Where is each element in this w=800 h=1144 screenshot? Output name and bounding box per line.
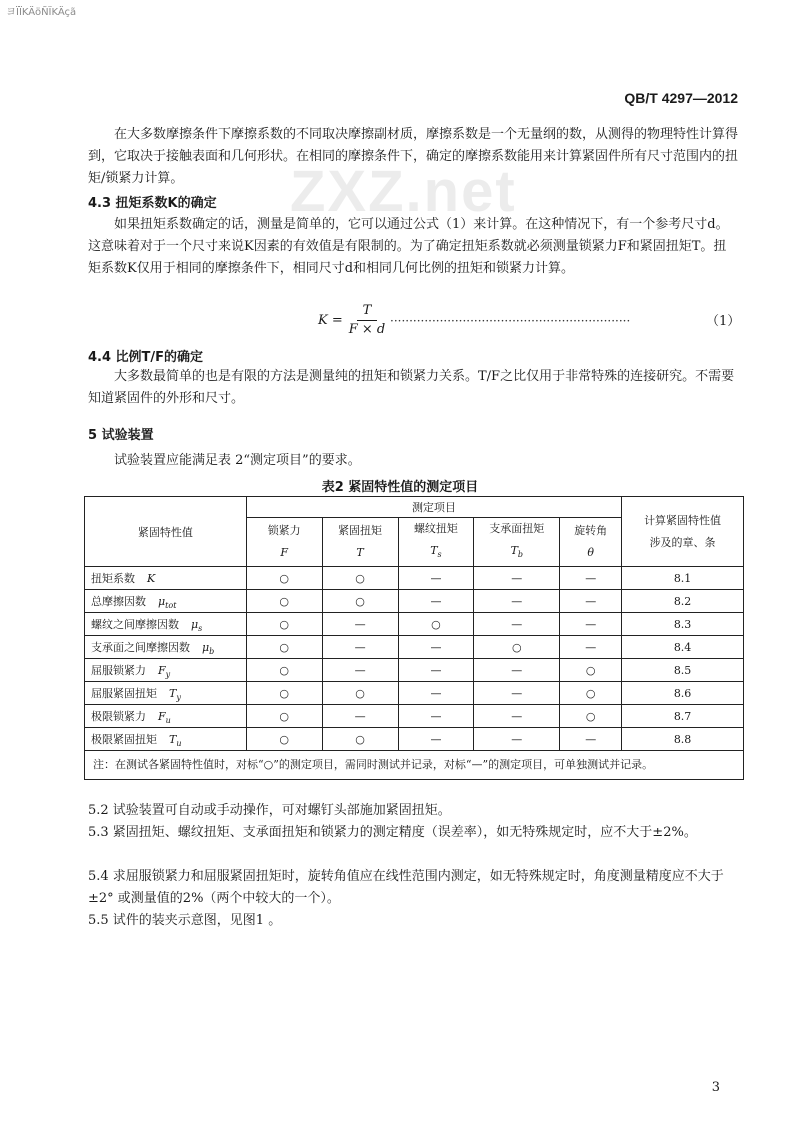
- measurement-mark: —: [398, 636, 474, 659]
- row-characteristic-symbol: $F_u$: [158, 709, 171, 725]
- column-header-label: 支承面扭矩: [489, 522, 545, 535]
- clause-reference: 8.4: [622, 636, 744, 659]
- column-header-symbol: θ: [587, 546, 594, 560]
- clause-reference: 8.7: [622, 705, 744, 728]
- row-characteristic-symbol: $T_u$: [169, 732, 182, 748]
- measurement-mark: ○: [322, 590, 398, 613]
- heading-5: 5 试验装置: [88, 428, 154, 443]
- table-row: [85, 567, 744, 590]
- measurement-mark: —: [474, 682, 560, 705]
- measurement-mark: —: [560, 613, 622, 636]
- column-header-2: [398, 518, 474, 567]
- measurement-mark: —: [322, 613, 398, 636]
- row-characteristic: [85, 659, 247, 682]
- header-reference-line-2: 涉及的章、条: [649, 535, 716, 549]
- measurement-mark: ○: [560, 659, 622, 682]
- page-number: 3: [711, 1080, 720, 1095]
- row-characteristic-label: 屈服锁紧力: [91, 663, 146, 677]
- column-header-label: 旋转角: [574, 524, 608, 538]
- row-characteristic-label: 支承面之间摩擦因数: [91, 640, 190, 654]
- paragraph-4-4: 大多数最简单的也是有限的方法是测量纯的扭矩和锁紧力关系。T/F之比仅用于非常特殊的连接研究。不需要知道紧固件的外形和尺寸。: [88, 369, 735, 406]
- measurement-mark: —: [474, 659, 560, 682]
- measurement-mark: ○: [398, 613, 474, 636]
- clause-5-4: 5.4 求屈服锁紧力和屈服紧固扭矩时，旋转角值应在线性范围内测定，如无特殊规定时，角度测量精度应不大于±2° 或测量值的2%（两个中较大的一个）。: [88, 869, 724, 906]
- header-fastening-characteristic: 紧固特性值: [85, 497, 247, 567]
- table-row: [85, 636, 744, 659]
- header-reference-line-1: 计算紧固特性值: [644, 513, 722, 527]
- measurement-mark: ○: [246, 567, 322, 590]
- formula-numerator: T: [357, 302, 378, 321]
- row-characteristic: [85, 705, 247, 728]
- clause-reference: 8.2: [622, 590, 744, 613]
- row-characteristic-symbol: K: [147, 572, 156, 586]
- measurement-mark: —: [474, 613, 560, 636]
- measurement-mark: ○: [246, 613, 322, 636]
- formula-denominator: F × d: [348, 322, 386, 337]
- paragraph-4-3: 如果扭矩系数确定的话，测量是简单的，它可以通过公式（1）来计算。在这种情况下，有一个参考尺寸d。这意味着对于一个尺寸来说K因素的有效值是有限制的。为了确定扭矩系数就必须测量锁紧力F和紧固扭矩T。扭矩系数K仅用于相同的摩擦条件下，相同尺寸d和相同几何比例的扭矩和锁紧力计算。: [88, 217, 729, 276]
- formula-fraction: [349, 302, 386, 339]
- measurement-mark: ○: [246, 659, 322, 682]
- clause-5-3: 5.3 紧固扭矩、螺纹扭矩、支承面扭矩和锁紧力的测定精度（误差率），如无特殊规定时，应不大于±2%。: [88, 825, 697, 840]
- document-number: QB/T 4297—2012: [624, 90, 738, 106]
- column-header-4: [560, 518, 622, 567]
- header-measurement-items: 测定项目: [246, 497, 621, 518]
- row-characteristic-symbol: $\mu_{tot}$: [158, 594, 177, 610]
- measurement-mark: —: [398, 728, 474, 751]
- heading-4-3: 4.3 扭矩系数K的确定: [88, 196, 217, 211]
- row-characteristic: [85, 613, 247, 636]
- column-header-3: [474, 518, 560, 567]
- measurement-mark: ○: [474, 636, 560, 659]
- measurement-mark: ○: [560, 682, 622, 705]
- row-characteristic-symbol: $F_y$: [158, 663, 171, 679]
- measurement-items-table: [84, 496, 744, 780]
- measurement-mark: ○: [322, 567, 398, 590]
- row-characteristic-label: 扭矩系数: [91, 572, 135, 586]
- row-characteristic-symbol: $\mu_s$: [191, 617, 203, 633]
- column-header-symbol: F: [280, 546, 288, 560]
- measurement-mark: —: [398, 705, 474, 728]
- measurement-mark: —: [560, 728, 622, 751]
- column-header-symbol: $T_s$: [430, 544, 442, 560]
- measurement-mark: ○: [246, 682, 322, 705]
- measurement-mark: —: [474, 705, 560, 728]
- measurement-mark: —: [322, 636, 398, 659]
- row-characteristic: [85, 636, 247, 659]
- measurement-mark: —: [474, 728, 560, 751]
- column-header-symbol: $T_b$: [510, 544, 524, 560]
- table-body: [85, 567, 744, 751]
- measurement-mark: ○: [246, 636, 322, 659]
- table-row: [85, 590, 744, 613]
- column-header-label: 螺纹扭矩: [413, 522, 458, 535]
- column-header-label: 锁紧力: [267, 524, 301, 538]
- measurement-mark: ○: [246, 705, 322, 728]
- measurement-mark: —: [474, 567, 560, 590]
- clause-reference: 8.1: [622, 567, 744, 590]
- row-characteristic: [85, 567, 247, 590]
- measurement-mark: —: [560, 567, 622, 590]
- column-header-symbol: T: [356, 546, 364, 560]
- table-row: [85, 728, 744, 751]
- clause-reference: 8.8: [622, 728, 744, 751]
- clause-reference: 8.3: [622, 613, 744, 636]
- table-row: [85, 659, 744, 682]
- row-characteristic-label: 极限紧固扭矩: [91, 732, 157, 746]
- measurement-mark: —: [398, 590, 474, 613]
- row-characteristic: [85, 682, 247, 705]
- measurement-mark: ○: [246, 590, 322, 613]
- column-header-label: 紧固扭矩: [338, 524, 383, 538]
- paragraph-friction-intro: 在大多数摩擦条件下摩擦系数的不同取决摩擦副材质，摩擦系数是一个无量纲的数，从测得的物理特性计算得到，它取决于接触表面和几何形状。在相同的摩擦条件下，确定的摩擦系数能用来计算紧固件所有尺寸范围内的扭矩/锁紧力计算。: [88, 127, 739, 186]
- row-characteristic-label: 极限锁紧力: [91, 709, 146, 723]
- measurement-mark: ○: [246, 728, 322, 751]
- measurement-mark: —: [398, 682, 474, 705]
- table-row: [85, 705, 744, 728]
- measurement-mark: —: [474, 590, 560, 613]
- heading-4-4: 4.4 比例T/F的确定: [88, 350, 204, 365]
- measurement-mark: —: [398, 567, 474, 590]
- row-characteristic-label: 螺纹之间摩擦因数: [91, 617, 179, 631]
- formula-leader-dots: ·······························································: [390, 314, 631, 328]
- column-header-0: [246, 518, 322, 567]
- equation-number: （1）: [706, 314, 741, 329]
- formula-1: [318, 302, 385, 339]
- clause-reference: 8.6: [622, 682, 744, 705]
- measurement-mark: —: [560, 590, 622, 613]
- measurement-mark: —: [322, 705, 398, 728]
- row-characteristic-symbol: $\mu_b$: [202, 640, 215, 656]
- measurement-mark: —: [398, 659, 474, 682]
- clause-5-5: 5.5 试件的装夹示意图，见图1 。: [88, 913, 282, 928]
- header-reference-clause: [622, 497, 744, 567]
- row-characteristic: [85, 590, 247, 613]
- row-characteristic: [85, 728, 247, 751]
- measurement-mark: ○: [322, 728, 398, 751]
- table-row: [85, 682, 744, 705]
- paragraph-5-intro: 试验装置应能满足表 2“测定项目”的要求。: [114, 453, 361, 468]
- column-header-1: [322, 518, 398, 567]
- clause-5-2: 5.2 试验装置可自动或手动操作，可对螺钉头部施加紧固扭矩。: [88, 803, 451, 818]
- row-characteristic-label: 屈服紧固扭矩: [91, 686, 157, 700]
- table-row: [85, 613, 744, 636]
- watermark: ZXZ.net: [290, 159, 517, 224]
- table-caption: 表2 紧固特性值的测定项目: [321, 480, 479, 495]
- measurement-mark: —: [322, 659, 398, 682]
- formula-lhs: K =: [318, 313, 343, 328]
- clause-reference: 8.5: [622, 659, 744, 682]
- row-characteristic-symbol: $T_y$: [169, 686, 181, 702]
- top-mark: ヨÏÏKÄöÑÏKÄçã: [6, 7, 77, 18]
- table-note: 注：在测试各紧固特性值时，对标“○”的测定项目，需同时测试并记录，对标“—”的测定项目，可单独测试并记录。: [85, 751, 744, 780]
- measurement-mark: ○: [560, 705, 622, 728]
- row-characteristic-label: 总摩擦因数: [91, 594, 146, 608]
- measurement-mark: ○: [322, 682, 398, 705]
- measurement-mark: —: [560, 636, 622, 659]
